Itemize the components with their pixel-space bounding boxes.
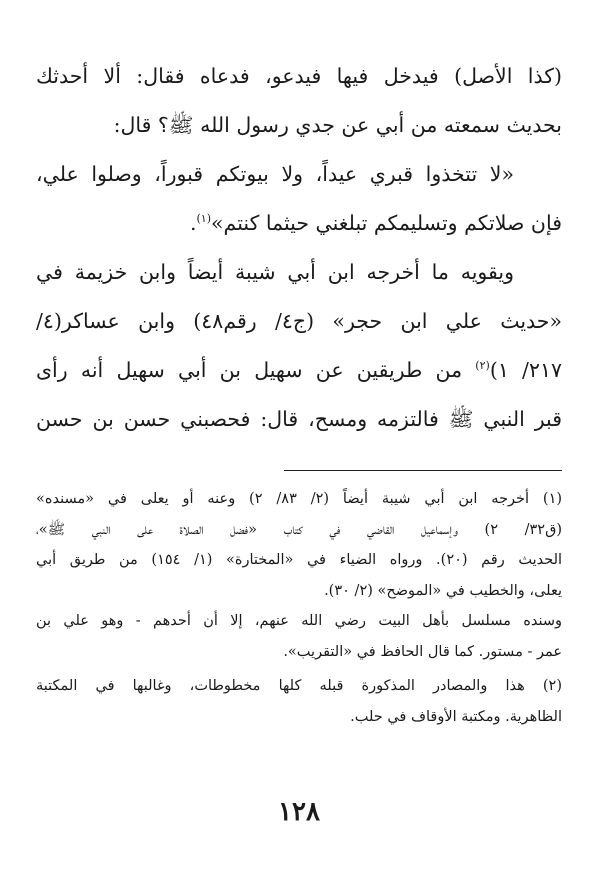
footnote-2-line-1 [36, 671, 562, 702]
footnote-2-line-2 [36, 702, 562, 733]
footnotes [36, 484, 562, 732]
main-line-3-text: «لا تتخذوا قبري عيداً، ولا بيوتكم قبوراً، وصلوا علي، [36, 162, 514, 186]
footnote-1-line-5-text: وسنده مسلسل بأهل البيت رضي الله عنهم، إلا أن أحدهم - وهو علي بن [36, 613, 562, 629]
footnote-1-line-5 [36, 606, 562, 637]
main-line-6-text: «حديث علي ابن حجر» (ج٤/ رقم٤٨) وابن عساكر(٤/ [36, 309, 563, 333]
main-line-7 [36, 346, 562, 395]
footnote-1-line-3-text: الحديث رقم (٢٠). ورواه الضياء في «المختارة» (١/ ١٥٤) من طريق أبي [36, 552, 563, 568]
main-line-4-text: فإن صلاتكم وتسليمكم تبلغني حيثما كنتم» [211, 211, 562, 235]
main-line-5 [36, 248, 562, 297]
footnote-1-line-1-text: (١) أخرجه ابن أبي شيبة أيضاً (٢/ ٨٣/ ٢) وعنه أو يعلى في «مسنده» [36, 491, 563, 507]
main-line-4 [36, 199, 562, 248]
footnote-1-line-6 [36, 637, 562, 668]
main-line-2 [36, 101, 562, 150]
main-line-4-tail: . [189, 211, 197, 235]
main-line-1 [36, 52, 562, 101]
footnote-separator [284, 470, 562, 471]
footnote-1-line-2-text: (ق٣٢/ ٢) وإسماعيل القاضي في كتاب «فضل الصلاة على النبي ﷺ»، [36, 521, 562, 538]
main-line-1-text: (كذا الأصل) فيدخل فيها فيدعو، فدعاه فقال: ألا أحدثك [36, 64, 562, 88]
footnote-1-line-3 [36, 545, 562, 576]
footnote-1-line-6-text: عمر - مستور. كما قال الحافظ في «التقريب». [283, 643, 562, 660]
footnote-2-line-2-text: الظاهرية. ومكتبة الأوقاف في حلب. [350, 708, 562, 725]
footnote-1-line-2 [36, 515, 562, 546]
main-line-2-text: بحديث سمعته من أبي عن جدي رسول الله ﷺ؟ قال: [113, 113, 562, 137]
footnote-1-line-1 [36, 484, 562, 515]
main-line-8-text: قبر النبي ﷺ فالتزمه ومسح، قال: فحصبني حسن بن حسن [36, 407, 562, 431]
main-line-3 [36, 150, 562, 199]
main-line-7-tail: من طريقين عن سهيل بن أبي سهيل أنه رأى [36, 358, 476, 382]
footnote-1 [36, 484, 562, 667]
footnote-2 [36, 671, 562, 732]
footnote-1-line-4 [36, 576, 562, 607]
footnote-2-line-1-text: (٢) هذا والمصادر المذكورة قبله كلها مخطوطات، وغالبها في المكتبة [36, 678, 562, 694]
main-text [36, 52, 562, 444]
footnote-ref-1[interactable]: (١) [196, 212, 212, 226]
main-line-6 [36, 297, 562, 346]
main-line-7-text: ٢١٧/ ١) [489, 358, 562, 382]
main-line-8 [36, 395, 562, 444]
footnote-1-line-4-text: يعلى، والخطيب في «الموضح» (٢/ ٣٠). [324, 582, 562, 599]
page-number: ١٢٨ [278, 797, 320, 827]
main-line-5-text: ويقويه ما أخرجه ابن أبي شيبة أيضاً وابن خزيمة في [36, 260, 514, 284]
footnote-ref-2[interactable]: (٢) [475, 359, 490, 373]
